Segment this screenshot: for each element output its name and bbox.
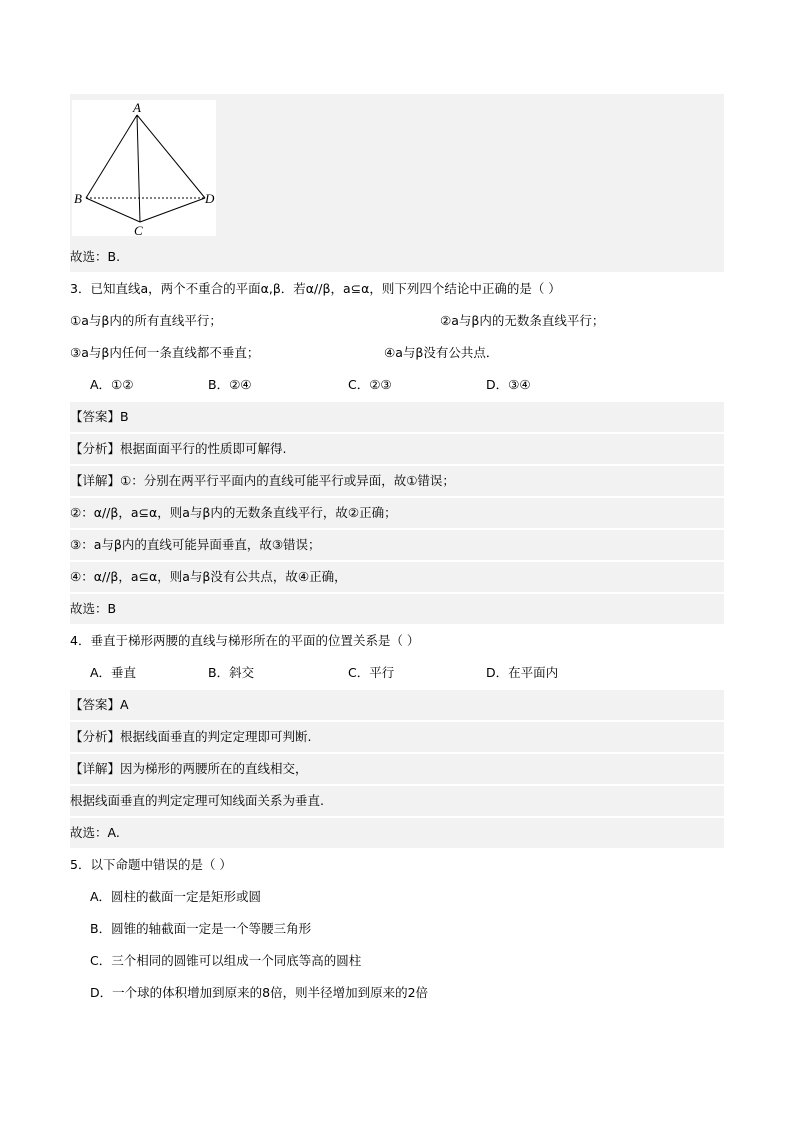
- q4-option-a: A．垂直: [90, 665, 137, 680]
- q3-option-b: B．②④: [208, 377, 252, 392]
- q4-analysis: 【分析】根据线面垂直的判定定理即可判断.: [70, 722, 724, 752]
- vertex-label-a: A: [133, 100, 141, 115]
- q3-options: [70, 370, 724, 400]
- q3-statement-4: ④a与β没有公共点．: [384, 345, 499, 360]
- prev-conclusion: 故选：B.: [70, 242, 724, 272]
- figure-block: [70, 94, 724, 242]
- q3-statement-1: ①a与β内的所有直线平行；: [70, 313, 222, 328]
- q5-option-a: A．圆柱的截面一定是矩形或圆: [90, 889, 262, 904]
- tetrahedron-figure: [72, 100, 216, 236]
- vertex-label-b: B: [74, 191, 82, 206]
- q3-option-a: A．①②: [90, 377, 134, 392]
- q5-option-c: C．三个相同的圆锥可以组成一个同底等高的圆柱: [90, 953, 362, 968]
- q3-conclusion: 故选：B: [70, 594, 724, 624]
- q4-conclusion: 故选：A.: [70, 818, 724, 848]
- q3-answer: 【答案】B: [70, 402, 724, 432]
- vertex-label-c: C: [134, 223, 143, 236]
- q4-option-b: B．斜交: [208, 665, 255, 680]
- edge-cd: [140, 198, 205, 222]
- edge-ad: [137, 115, 205, 198]
- q5-stem: 5．以下命题中错误的是（ ）: [70, 857, 232, 872]
- edge-ab: [86, 115, 137, 198]
- q3-option-d: D．③④: [486, 377, 531, 392]
- q4-answer: 【答案】A: [70, 690, 724, 720]
- q5-option-b: B．圆锥的轴截面一定是一个等腰三角形: [90, 921, 312, 936]
- q3-statement-2: ②a与β内的无数条直线平行；: [440, 313, 605, 328]
- edge-bc: [86, 198, 140, 222]
- q4-detail-2: 根据线面垂直的判定定理可知线面关系为垂直.: [70, 786, 724, 816]
- q5-option-d: D．一个球的体积增加到原来的8倍，则半径增加到原来的2倍: [90, 985, 429, 1000]
- q3-statements-row1: [70, 306, 724, 336]
- tetrahedron-diagram: [72, 100, 216, 236]
- q3-option-c: C．②③: [348, 377, 392, 392]
- q4-detail-1: 【详解】因为梯形的两腰所在的直线相交，: [70, 754, 724, 784]
- q4-option-c: C．平行: [348, 665, 395, 680]
- q3-stem: 3．已知直线a，两个不重合的平面α,β．若α//β，a⊆α，则下列四个结论中正确的是（ ）: [70, 281, 561, 296]
- q3-detail-3: ③：a与β内的直线可能异面垂直，故③错误；: [70, 530, 724, 560]
- q3-analysis: 【分析】根据面面平行的性质即可解得.: [70, 434, 724, 464]
- q3-statements-row2: [70, 338, 724, 368]
- q4-option-d: D．在平面内: [486, 665, 559, 680]
- edge-ac: [137, 115, 140, 222]
- q3-detail-2: ②：α//β，a⊆α，则a与β内的无数条直线平行，故②正确；: [70, 498, 724, 528]
- q3-statement-3: ③a与β内任何一条直线都不垂直；: [70, 345, 260, 360]
- q4-options: [70, 658, 724, 688]
- q3-detail-4: ④：α//β，a⊆α，则a与β没有公共点，故④正确，: [70, 562, 724, 592]
- q3-detail-1: 【详解】①：分别在两平行平面内的直线可能平行或异面，故①错误；: [70, 466, 724, 496]
- vertex-label-d: D: [205, 191, 215, 206]
- q4-stem: 4．垂直于梯形两腰的直线与梯形所在的平面的位置关系是（ ）: [70, 633, 420, 648]
